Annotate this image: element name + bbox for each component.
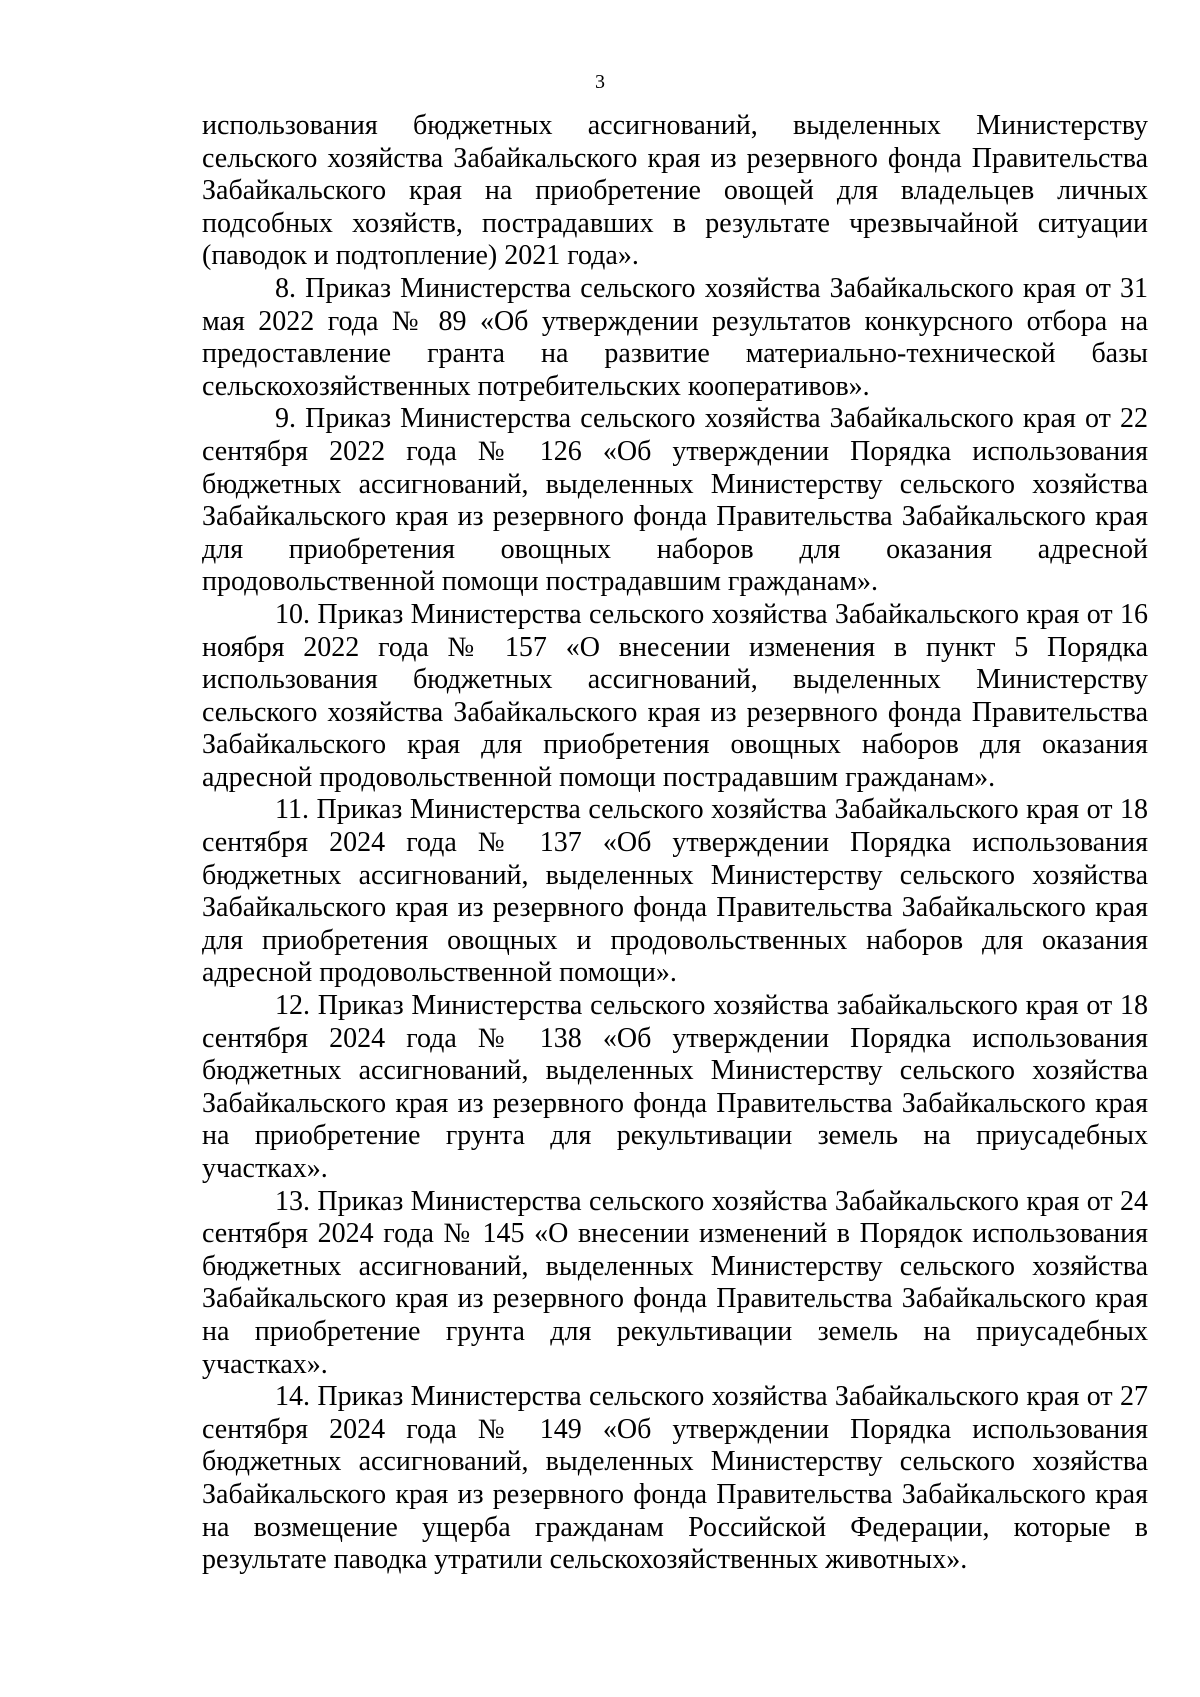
paragraph-item-10: 10. Приказ Министерства сельского хозяйства Забайкальского края от 16 ноября 2022 года № 157 «О внесении изменения в пункт 5 Порядка использования бюджетных ассигнований, выделенных Министерству сельского хозяйства Забайкальского края из резервного фонда Правительства Забайкальского края для приобретения овощных наборов для оказания адресной продовольственной помощи пострадавшим гражданам».	[202, 598, 1148, 793]
document-body	[202, 110, 1148, 1577]
paragraph-item-9: 9. Приказ Министерства сельского хозяйства Забайкальского края от 22 сентября 2022 года № 126 «Об утверждении Порядка использования бюджетных ассигнований, выделенных Министерству сельского хозяйства Забайкальского края из резервного фонда Правительства Забайкальского края для приобретения овощных наборов для оказания адресной продовольственной помощи пострадавшим гражданам».	[202, 403, 1148, 598]
page-number: 3	[595, 71, 605, 93]
paragraph-item-13: 13. Приказ Министерства сельского хозяйства Забайкальского края от 24 сентября 2024 года № 145 «О внесении изменений в Порядок использования бюджетных ассигнований, выделенных Министерству сельского хозяйства Забайкальского края из резервного фонда Правительства Забайкальского края на приобретение грунта для рекультивации земель на приусадебных участках».	[202, 1185, 1148, 1380]
paragraph-item-8: 8. Приказ Министерства сельского хозяйства Забайкальского края от 31 мая 2022 года № 89 «Об утверждении результатов конкурсного отбора на предоставление гранта на развитие материально-технической базы сельскохозяйственных потребительских кооперативов».	[202, 272, 1148, 402]
paragraph-item-14: 14. Приказ Министерства сельского хозяйства Забайкальского края от 27 сентября 2024 года № 149 «Об утверждении Порядка использования бюджетных ассигнований, выделенных Министерству сельского хозяйства Забайкальского края из резервного фонда Правительства Забайкальского края на возмещение ущерба гражданам Российской Федерации, которые в результате паводка утратили сельскохозяйственных животных».	[202, 1381, 1148, 1576]
paragraph-item-11: 11. Приказ Министерства сельского хозяйства Забайкальского края от 18 сентября 2024 года № 137 «Об утверждении Порядка использования бюджетных ассигнований, выделенных Министерству сельского хозяйства Забайкальского края из резервного фонда Правительства Забайкальского края для приобретения овощных и продовольственных наборов для оказания адресной продовольственной помощи».	[202, 794, 1148, 989]
paragraph-continuation: использования бюджетных ассигнований, выделенных Министерству сельского хозяйства Забайкальского края из резервного фонда Правительства Забайкальского края на приобретение овощей для владельцев личных подсобных хозяйств, пострадавших в результате чрезвычайной ситуации (паводок и подтопление) 2021 года».	[202, 110, 1148, 272]
paragraph-item-12: 12. Приказ Министерства сельского хозяйства забайкальского края от 18 сентября 2024 года № 138 «Об утверждении Порядка использования бюджетных ассигнований, выделенных Министерству сельского хозяйства Забайкальского края из резервного фонда Правительства Забайкальского края на приобретение грунта для рекультивации земель на приусадебных участках».	[202, 990, 1148, 1184]
